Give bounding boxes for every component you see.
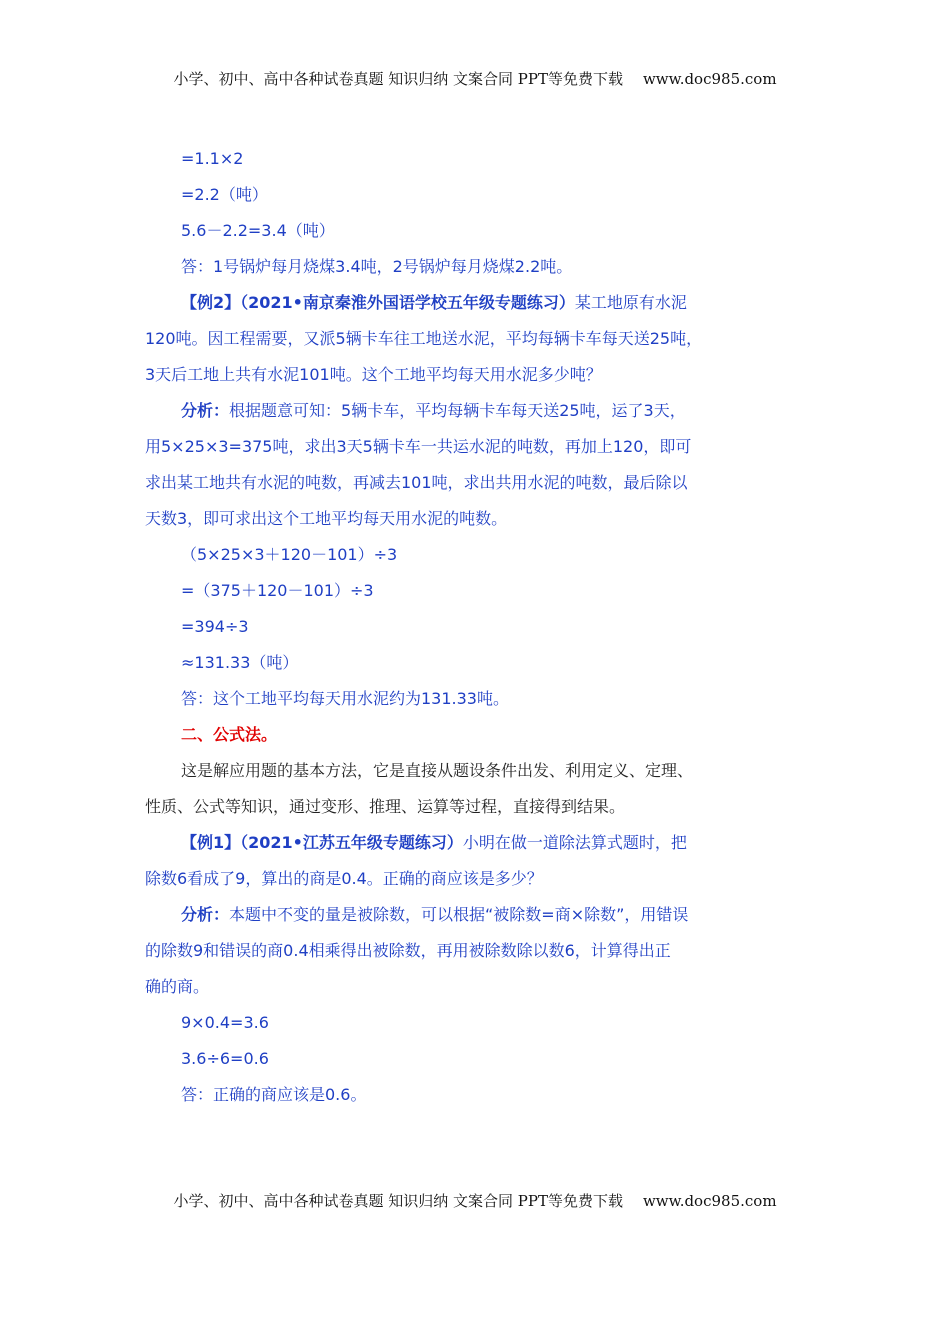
example-question — [145, 285, 810, 321]
analysis-line: 的除数9和错误的商0.4相乘得出被除数，再用被除数除以数6，计算得出正 — [145, 941, 671, 960]
analysis-text: 根据题意可知：5辆卡车，平均每辆卡车每天送25吨，运了3天， — [229, 401, 686, 420]
header-text: 小学、初中、高中各种试卷真题 知识归纳 文案合同 PPT等免费下载 — [173, 70, 623, 88]
solution-line: 9×0.4=3.6 — [181, 1013, 269, 1032]
analysis-line: 天数3，即可求出这个工地平均每天用水泥的吨数。 — [145, 509, 508, 528]
question-text: 小明在做一道除法算式题时，把 — [462, 833, 687, 852]
example-tag: 【例1】（2021•江苏五年级专题练习） — [181, 833, 463, 852]
example-tag: 【例2】（2021•南京秦淮外国语学校五年级专题练习） — [181, 293, 575, 312]
page-header — [0, 68, 950, 89]
analysis-line — [145, 393, 810, 429]
solution-line: （5×25×3＋120－101）÷3 — [181, 545, 398, 564]
example-question — [145, 825, 810, 861]
paragraph-line: 这是解应用题的基本方法，它是直接从题设条件出发、利用定义、定理、 — [181, 761, 694, 780]
section-heading: 二、公式法。 — [181, 725, 278, 744]
page-footer — [0, 1190, 950, 1211]
document-body — [145, 141, 810, 1113]
analysis-line — [145, 897, 810, 933]
solution-line: 3.6÷6=0.6 — [181, 1049, 269, 1068]
answer-line: 答：正确的商应该是0.6。 — [181, 1085, 367, 1104]
calc-line: =2.2（吨） — [181, 185, 268, 204]
footer-text: 小学、初中、高中各种试卷真题 知识归纳 文案合同 PPT等免费下载 — [173, 1192, 623, 1210]
paragraph-line: 性质、公式等知识，通过变形、推理、运算等过程，直接得到结果。 — [145, 797, 626, 816]
answer-line: 答：这个工地平均每天用水泥约为131.33吨。 — [181, 689, 509, 708]
footer-url: www.doc985.com — [642, 1192, 777, 1210]
header-url: www.doc985.com — [642, 70, 777, 88]
question-line: 3天后工地上共有水泥101吨。这个工地平均每天用水泥多少吨？ — [145, 365, 602, 384]
analysis-label: 分析： — [181, 905, 230, 924]
calc-line: 5.6－2.2=3.4（吨） — [181, 221, 335, 240]
question-line: 120吨。因工程需要，又派5辆卡车往工地送水泥，平均每辆卡车每天送25吨， — [145, 329, 703, 348]
analysis-label: 分析： — [181, 401, 230, 420]
analysis-line: 求出某工地共有水泥的吨数，再减去101吨，求出共用水泥的吨数，最后除以 — [145, 473, 688, 492]
calc-line: =1.1×2 — [181, 149, 244, 168]
analysis-text: 本题中不变的量是被除数，可以根据“被除数=商×除数”，用错误 — [229, 905, 689, 924]
answer-line: 答：1号锅炉每月烧煤3.4吨，2号锅炉每月烧煤2.2吨。 — [181, 257, 573, 276]
analysis-line: 确的商。 — [145, 977, 210, 996]
solution-line: =（375＋120－101）÷3 — [181, 581, 374, 600]
question-text: 某工地原有水泥 — [574, 293, 687, 312]
solution-line: =394÷3 — [181, 617, 249, 636]
analysis-line: 用5×25×3=375吨，求出3天5辆卡车一共运水泥的吨数，再加上120，即可 — [145, 437, 692, 456]
solution-line: ≈131.33（吨） — [181, 653, 299, 672]
question-line: 除数6看成了9，算出的商是0.4。正确的商应该是多少？ — [145, 869, 543, 888]
